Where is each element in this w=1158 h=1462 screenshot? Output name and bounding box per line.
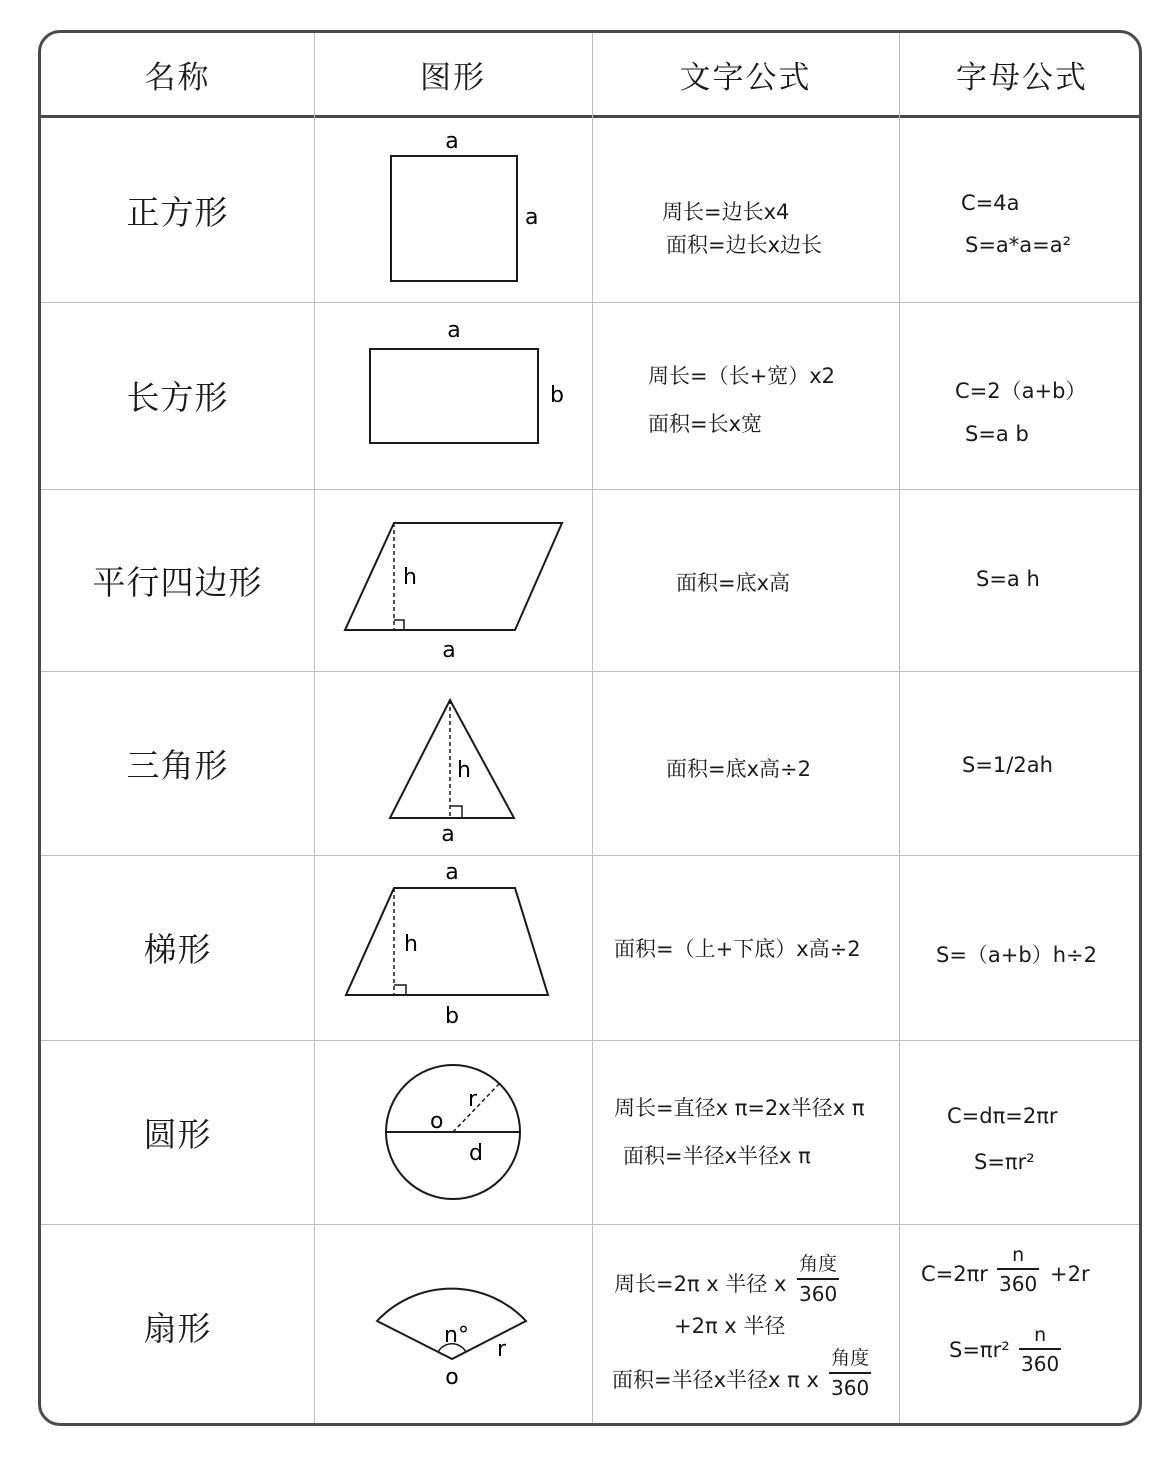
table-header bbox=[41, 33, 1139, 118]
square-icon bbox=[314, 118, 592, 302]
text-formula-line: 面积=底x高 bbox=[676, 571, 791, 595]
svg-text:a: a bbox=[441, 822, 455, 847]
svg-text:b: b bbox=[550, 383, 564, 408]
degree-fraction: $\frac{n}{360}$ bbox=[999, 1244, 1038, 1296]
svg-text:a: a bbox=[442, 638, 456, 663]
text-formula-line: 面积=边长x边长 bbox=[666, 233, 823, 257]
shape-name: 平行四边形 bbox=[92, 562, 263, 602]
degree-fraction: $\frac{n}{360}$ bbox=[1021, 1324, 1060, 1376]
circle-figure bbox=[314, 1040, 592, 1224]
svg-text:h: h bbox=[403, 565, 417, 590]
sector-icon bbox=[314, 1224, 592, 1426]
shape-name: 扇形 bbox=[143, 1309, 212, 1348]
trapezoid-figure bbox=[314, 855, 592, 1040]
trapezoid-icon bbox=[314, 855, 592, 1040]
letter-formula-line: S=（a+b）h÷2 bbox=[936, 943, 1097, 967]
table-row bbox=[41, 118, 1139, 302]
letter-formula-line: C=2（a+b） bbox=[955, 379, 1087, 403]
shape-name: 圆形 bbox=[143, 1114, 212, 1154]
table-row bbox=[41, 302, 1139, 489]
table-row bbox=[41, 1224, 1139, 1426]
svg-text:a: a bbox=[445, 129, 459, 154]
letter-formula-line: S=πr² bbox=[974, 1150, 1035, 1174]
text-formula-line: 周长=边长x4 bbox=[662, 200, 790, 224]
header-shape: 图形 bbox=[420, 59, 486, 96]
text-formula-line: 面积=（上+下底）x高÷2 bbox=[614, 937, 861, 961]
letter-formula-line: C=2πr bbox=[921, 1262, 988, 1286]
text-formula-line: 面积=长x宽 bbox=[648, 412, 763, 436]
letter-formula-line: S=a b bbox=[965, 422, 1029, 446]
letter-formula-line: C=4a bbox=[961, 191, 1020, 215]
svg-text:b: b bbox=[445, 1004, 459, 1029]
shape-name: 正方形 bbox=[126, 192, 229, 232]
letter-formula-line: S=a*a=a² bbox=[965, 233, 1072, 257]
letter-formula-line: S=1/2ah bbox=[962, 753, 1053, 777]
svg-text:a: a bbox=[447, 318, 461, 343]
svg-text:h: h bbox=[457, 758, 471, 783]
svg-text:d: d bbox=[469, 1141, 483, 1166]
text-formula-line: 周长=直径x π=2x半径x π bbox=[614, 1096, 865, 1120]
svg-text:a: a bbox=[525, 205, 539, 230]
svg-text:n°: n° bbox=[444, 1323, 469, 1348]
square-figure bbox=[314, 118, 592, 302]
table-row bbox=[41, 489, 1139, 671]
rectangle-icon bbox=[314, 302, 592, 489]
text-formula-line: 周长=（长+宽）x2 bbox=[648, 364, 835, 388]
table-row bbox=[41, 671, 1139, 855]
svg-text:o: o bbox=[430, 1109, 444, 1134]
shape-name: 三角形 bbox=[126, 745, 229, 785]
sector-figure bbox=[314, 1224, 592, 1426]
text-formula-line: 周长=2π x 半径 x bbox=[614, 1272, 787, 1296]
circle-icon bbox=[314, 1040, 592, 1224]
shape-name: 长方形 bbox=[126, 378, 229, 417]
text-formula-line: 面积=半径x半径x π bbox=[623, 1144, 811, 1168]
svg-text:a: a bbox=[445, 860, 459, 885]
letter-formula-line: S=a h bbox=[976, 567, 1040, 591]
header-text-formula: 文字公式 bbox=[679, 59, 812, 96]
parallelogram-figure bbox=[314, 489, 592, 671]
text-formula-line: 面积=底x高÷2 bbox=[666, 757, 811, 781]
angle-fraction: $\frac{\text{角度}}{360}$ bbox=[831, 1347, 870, 1400]
triangle-icon bbox=[314, 671, 592, 855]
letter-formula-line: S=πr² bbox=[949, 1338, 1010, 1362]
triangle-figure bbox=[314, 671, 592, 855]
svg-text:r: r bbox=[468, 1087, 478, 1112]
svg-text:h: h bbox=[404, 932, 418, 957]
shape-name: 梯形 bbox=[143, 930, 212, 969]
letter-formula-line: C=dπ=2πr bbox=[947, 1104, 1058, 1128]
formula-table bbox=[38, 30, 1142, 1426]
text-formula-line: +2π x 半径 bbox=[674, 1314, 786, 1338]
svg-text:r: r bbox=[497, 1337, 507, 1362]
table-row bbox=[41, 855, 1139, 1040]
parallelogram-icon bbox=[314, 489, 592, 671]
table-row bbox=[41, 1040, 1139, 1224]
rectangle-figure bbox=[314, 302, 592, 489]
header-letter-formula: 字母公式 bbox=[956, 59, 1088, 96]
svg-text:o: o bbox=[445, 1365, 459, 1390]
letter-formula-line: +2r bbox=[1050, 1262, 1090, 1286]
angle-fraction: $\frac{\text{角度}}{360}$ bbox=[799, 1253, 838, 1306]
text-formula-line: 面积=半径x半径x π x bbox=[612, 1368, 819, 1392]
header-name: 名称 bbox=[144, 59, 211, 96]
